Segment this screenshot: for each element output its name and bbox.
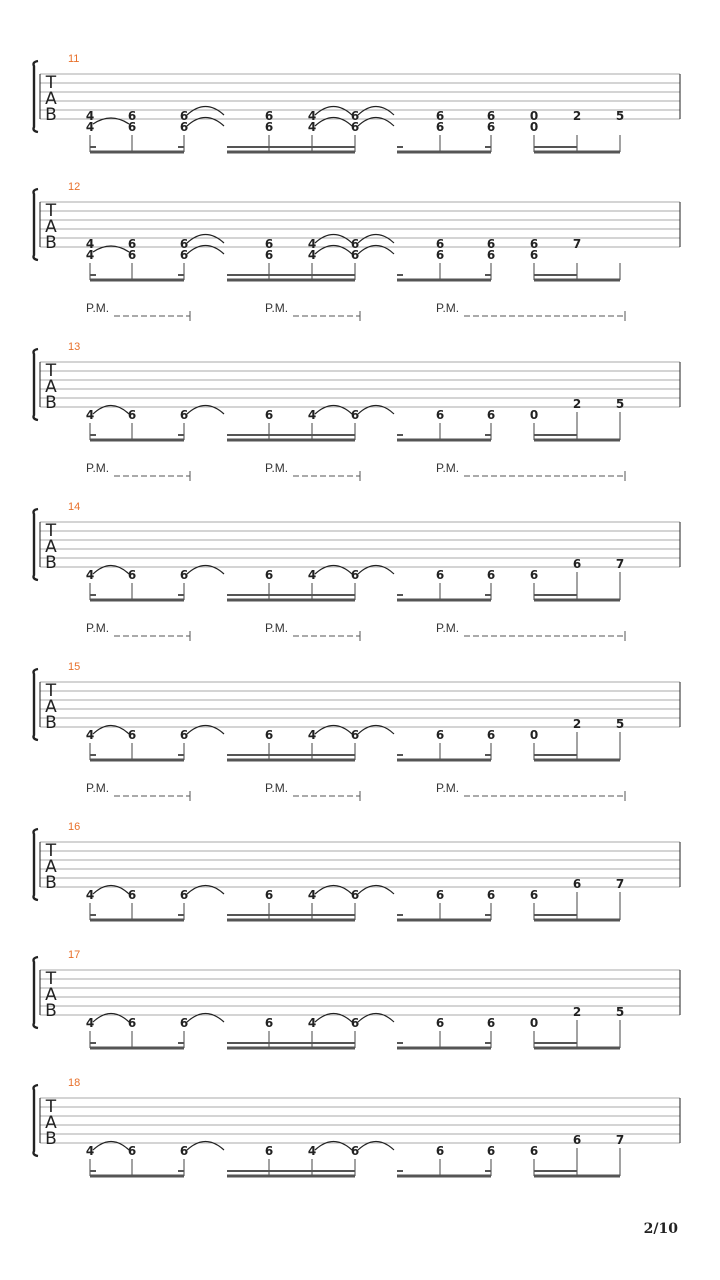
fret-number: 6 [264, 1016, 274, 1030]
fret-number: 6 [435, 109, 445, 123]
fret-number: 6 [179, 728, 189, 742]
fret-number: 7 [615, 557, 625, 571]
fret-number: 6 [264, 1144, 274, 1158]
fret-number: 6 [486, 728, 496, 742]
fret-number: 6 [435, 888, 445, 902]
tab-clef-letter: B [45, 713, 57, 733]
staff-bracket [34, 957, 39, 1028]
fret-number: 4 [85, 568, 95, 582]
palm-mute-label: P.M. [265, 781, 289, 795]
fret-number: 6 [179, 888, 189, 902]
fret-number: 6 [529, 888, 539, 902]
fret-number: 6 [486, 568, 496, 582]
fret-number: 6 [179, 408, 189, 422]
tab-system-13 [34, 301, 681, 440]
fret-number: 5 [615, 109, 625, 123]
slur [358, 107, 394, 116]
fret-number: 6 [435, 120, 445, 134]
fret-number: 6 [264, 248, 274, 262]
slur [187, 235, 224, 244]
tab-system-12 [34, 181, 681, 280]
staff-bracket [34, 509, 39, 580]
fret-number: 4 [307, 568, 317, 582]
fret-number: 6 [264, 568, 274, 582]
palm-mute-label: P.M. [86, 781, 110, 795]
tab-clef-letter: B [45, 553, 57, 573]
fret-number: 2 [572, 1005, 582, 1019]
tab-clef-letter: A [45, 217, 57, 237]
fret-number: 6 [127, 728, 137, 742]
measure-number: 16 [68, 821, 81, 833]
fret-number: 6 [486, 248, 496, 262]
fret-number: 6 [350, 888, 360, 902]
tab-clef-letter: T [45, 681, 57, 701]
slur [315, 107, 352, 116]
fret-number: 6 [350, 237, 360, 251]
tab-clef-letter: A [45, 697, 57, 717]
fret-number: 0 [529, 1016, 539, 1030]
tab-clef-letter: B [45, 105, 57, 125]
fret-number: 6 [350, 568, 360, 582]
palm-mute-label: P.M. [436, 301, 460, 315]
fret-number: 6 [127, 408, 137, 422]
fret-number: 6 [350, 408, 360, 422]
fret-number: 4 [307, 1144, 317, 1158]
fret-number: 4 [307, 109, 317, 123]
fret-number: 4 [307, 728, 317, 742]
palm-mute-label: P.M. [86, 621, 110, 635]
fret-number: 6 [572, 557, 582, 571]
fret-number: 6 [127, 248, 137, 262]
fret-number: 4 [85, 1016, 95, 1030]
slur [358, 235, 394, 244]
palm-mute-label: P.M. [436, 781, 460, 795]
fret-number: 6 [350, 120, 360, 134]
tab-system-17 [34, 949, 681, 1048]
palm-mute-label: P.M. [265, 621, 289, 635]
fret-number: 6 [486, 109, 496, 123]
palm-mute-label: P.M. [86, 301, 110, 315]
fret-number: 6 [435, 568, 445, 582]
fret-number: 4 [85, 120, 95, 134]
fret-number: 6 [435, 728, 445, 742]
fret-number: 6 [350, 1016, 360, 1030]
staff-bracket [34, 189, 39, 260]
tab-clef-letter: B [45, 1001, 57, 1021]
fret-number: 6 [264, 728, 274, 742]
fret-number: 6 [264, 888, 274, 902]
fret-number: 6 [350, 248, 360, 262]
tab-clef-letter: B [45, 1129, 57, 1149]
fret-number: 6 [179, 248, 189, 262]
measure-number: 18 [68, 1077, 81, 1089]
fret-number: 0 [529, 109, 539, 123]
fret-number: 4 [85, 888, 95, 902]
tab-system-11 [34, 53, 681, 152]
fret-number: 6 [264, 120, 274, 134]
fret-number: 4 [85, 728, 95, 742]
fret-number: 4 [85, 1144, 95, 1158]
tab-system-14 [34, 461, 681, 600]
fret-number: 6 [350, 728, 360, 742]
palm-mute-label: P.M. [265, 461, 289, 475]
page-number: 2/10 [643, 1221, 678, 1237]
staff-bracket [34, 61, 39, 132]
fret-number: 4 [307, 237, 317, 251]
slur [187, 107, 224, 116]
fret-number: 6 [486, 408, 496, 422]
tab-clef-letter: A [45, 537, 57, 557]
fret-number: 6 [350, 109, 360, 123]
fret-number: 0 [529, 408, 539, 422]
fret-number: 6 [529, 568, 539, 582]
tab-clef-letter: T [45, 521, 57, 541]
tab-system-15 [34, 621, 681, 760]
fret-number: 6 [350, 1144, 360, 1158]
fret-number: 6 [179, 1016, 189, 1030]
fret-number: 4 [85, 408, 95, 422]
fret-number: 6 [264, 237, 274, 251]
measure-number: 15 [68, 661, 81, 673]
fret-number: 6 [127, 120, 137, 134]
fret-number: 6 [435, 237, 445, 251]
tab-clef-letter: A [45, 1113, 57, 1133]
palm-mute-label: P.M. [436, 621, 460, 635]
measure-number: 13 [68, 341, 81, 353]
staff-bracket [34, 1085, 39, 1156]
fret-number: 6 [127, 1144, 137, 1158]
tab-system-16 [34, 781, 681, 920]
tab-clef-letter: A [45, 89, 57, 109]
fret-number: 6 [127, 237, 137, 251]
measure-number: 17 [68, 949, 81, 961]
fret-number: 6 [486, 237, 496, 251]
slur [315, 235, 352, 244]
fret-number: 4 [307, 120, 317, 134]
fret-number: 6 [179, 109, 189, 123]
staff-bracket [34, 669, 39, 740]
tab-clef-letter: T [45, 969, 57, 989]
fret-number: 4 [85, 248, 95, 262]
fret-number: 7 [615, 1133, 625, 1147]
fret-number: 6 [486, 1016, 496, 1030]
fret-number: 6 [179, 1144, 189, 1158]
fret-number: 5 [615, 717, 625, 731]
tab-clef-letter: A [45, 377, 57, 397]
tab-clef-letter: T [45, 201, 57, 221]
fret-number: 6 [435, 408, 445, 422]
tab-clef-letter: A [45, 857, 57, 877]
fret-number: 0 [529, 728, 539, 742]
fret-number: 2 [572, 717, 582, 731]
fret-number: 7 [572, 237, 582, 251]
staff-bracket [34, 349, 39, 420]
tab-clef-letter: B [45, 873, 57, 893]
fret-number: 6 [435, 1016, 445, 1030]
staff-bracket [34, 829, 39, 900]
fret-number: 6 [529, 237, 539, 251]
measure-number: 12 [68, 181, 81, 193]
tab-clef-letter: T [45, 361, 57, 381]
fret-number: 6 [435, 1144, 445, 1158]
measure-number: 11 [68, 53, 80, 65]
tab-system-18 [34, 1077, 681, 1176]
tab-clef-letter: T [45, 1097, 57, 1117]
fret-number: 6 [127, 1016, 137, 1030]
fret-number: 4 [85, 109, 95, 123]
tab-clef-letter: T [45, 841, 57, 861]
palm-mute-label: P.M. [265, 301, 289, 315]
fret-number: 6 [127, 568, 137, 582]
fret-number: 6 [179, 237, 189, 251]
fret-number: 6 [127, 109, 137, 123]
fret-number: 5 [615, 397, 625, 411]
fret-number: 6 [264, 109, 274, 123]
tab-clef-letter: A [45, 985, 57, 1005]
fret-number: 0 [529, 120, 539, 134]
tab-clef-letter: T [45, 73, 57, 93]
fret-number: 6 [435, 248, 445, 262]
fret-number: 4 [307, 408, 317, 422]
fret-number: 5 [615, 1005, 625, 1019]
fret-number: 4 [307, 1016, 317, 1030]
fret-number: 2 [572, 397, 582, 411]
fret-number: 4 [307, 248, 317, 262]
fret-number: 7 [615, 877, 625, 891]
fret-number: 6 [179, 120, 189, 134]
fret-number: 6 [264, 408, 274, 422]
fret-number: 6 [529, 1144, 539, 1158]
palm-mute-label: P.M. [436, 461, 460, 475]
tab-clef-letter: B [45, 393, 57, 413]
fret-number: 4 [307, 888, 317, 902]
fret-number: 6 [572, 1133, 582, 1147]
fret-number: 6 [486, 120, 496, 134]
palm-mute-label: P.M. [86, 461, 110, 475]
tab-clef-letter: B [45, 233, 57, 253]
fret-number: 6 [529, 248, 539, 262]
fret-number: 6 [572, 877, 582, 891]
fret-number: 6 [179, 568, 189, 582]
fret-number: 4 [85, 237, 95, 251]
fret-number: 2 [572, 109, 582, 123]
fret-number: 6 [486, 888, 496, 902]
fret-number: 6 [127, 888, 137, 902]
fret-number: 6 [486, 1144, 496, 1158]
measure-number: 14 [68, 501, 81, 513]
